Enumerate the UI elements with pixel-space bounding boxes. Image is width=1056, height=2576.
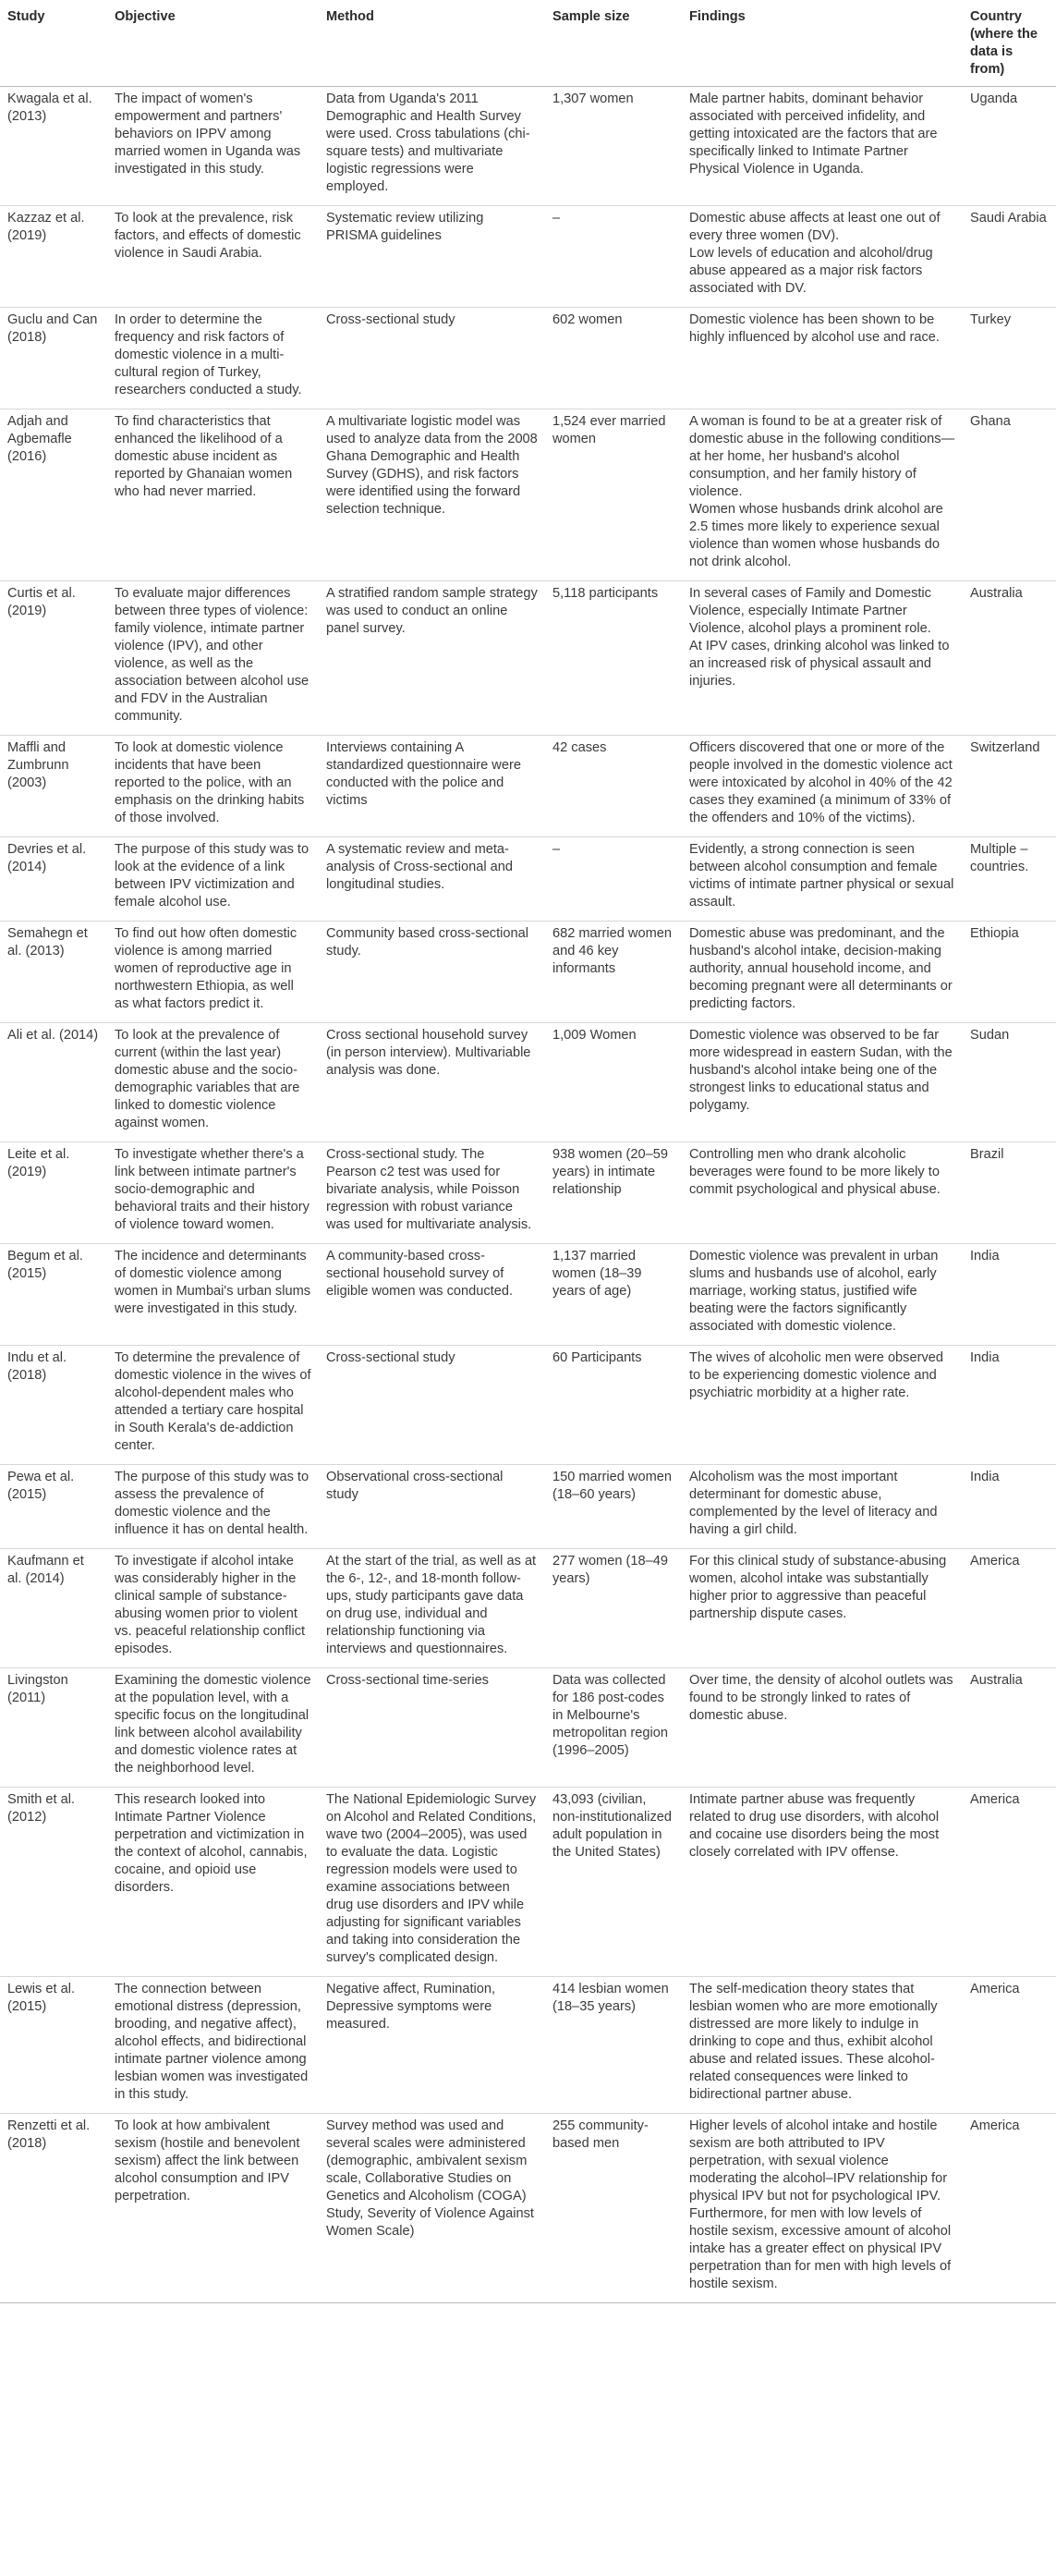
cell-method: Negative affect, Rumination, Depressive symptoms were measured. [319,1977,545,2114]
cell-objective: To find characteristics that enhanced the likelihood of a domestic abuse incident as reported by Ghanaian women who had never married. [107,409,319,581]
cell-method: A multivariate logistic model was used to analyze data from the 2008 Ghana Demographic and Health Survey (GDHS), and risk factors were identified using the forward selection technique. [319,409,545,581]
findings-paragraph: In several cases of Family and Domestic Violence, especially Intimate Partner Violence, alcohol plays a prominent role. [689,586,931,636]
cell-objective: The purpose of this study was to look at the evidence of a link between IPV victimization and female alcohol use. [107,837,319,922]
cell-method: Survey method was used and several scales were administered (demographic, ambivalent sexism scale, Collaborative Studies on Genetics and Alcoholism (COGA) Study, Severity of Violence Against Women Scale) [319,2114,545,2303]
table-row [0,1023,1056,1142]
cell-country: India [963,1244,1056,1346]
cell-findings [682,206,963,308]
cell-objective: To look at how ambivalent sexism (hostile and benevolent sexism) affect the link between alcohol consumption and IPV perpetration. [107,2114,319,2303]
cell-objective: In order to determine the frequency and risk factors of domestic violence in a multi-cultural region of Turkey, researchers conducted a study. [107,308,319,409]
table-row [0,1142,1056,1244]
cell-sample-size: 682 married women and 46 key informants [545,922,682,1023]
cell-country: Ethiopia [963,922,1056,1023]
cell-objective: The connection between emotional distress (depression, brooding, and negative affect), alcohol effects, and bidirectional intimate partner violence among lesbian women was investigated in this study. [107,1977,319,2114]
cell-country: Brazil [963,1142,1056,1244]
findings-paragraph: Low levels of education and alcohol/drug abuse appeared as a major risk factors associated with DV. [689,246,933,296]
findings-paragraph: Over time, the density of alcohol outlets was found to be strongly linked to rates of domestic abuse. [689,1673,953,1723]
cell-country: Multiple – countries. [963,837,1056,922]
cell-objective: The purpose of this study was to assess the prevalence of domestic violence and the influence it has on dental health. [107,1465,319,1549]
cell-country: America [963,1788,1056,1977]
cell-sample-size: 1,137 married women (18–39 years of age) [545,1244,682,1346]
table-row [0,308,1056,409]
cell-sample-size: 414 lesbian women (18–35 years) [545,1977,682,2114]
cell-findings [682,1549,963,1668]
cell-method: At the start of the trial, as well as at the 6-, 12-, and 18-month follow-ups, study participants gave data on drug use, individual and relationship functioning via interviews and questionnaires. [319,1549,545,1668]
findings-paragraph: Intimate partner abuse was frequently related to drug use disorders, with alcohol and cocaine use disorders being the most closely correlated with IPV offense. [689,1792,940,1860]
cell-study: Kaufmann et al. (2014) [0,1549,107,1668]
table-row [0,409,1056,581]
findings-paragraph: Domestic violence was prevalent in urban slums and husbands use of alcohol, early marriage, working status, justified wife beating were the factors significantly associated with domestic violence. [689,1249,939,1334]
cell-country: India [963,1465,1056,1549]
cell-findings [682,736,963,837]
cell-method: Observational cross-sectional study [319,1465,545,1549]
cell-method: The National Epidemiologic Survey on Alcohol and Related Conditions, wave two (2004–2005), was used to evaluate the data. Logistic regression models were used to examine associations between drug use disorders and IPV while adjusting for significant variables and taking into consideration the survey's complicated design. [319,1788,545,1977]
cell-findings [682,1023,963,1142]
cell-country: Australia [963,1668,1056,1788]
cell-sample-size: 1,009 Women [545,1023,682,1142]
cell-study: Maffli and Zumbrunn (2003) [0,736,107,837]
cell-method: Cross sectional household survey (in person interview). Multivariable analysis was done. [319,1023,545,1142]
cell-country: Ghana [963,409,1056,581]
cell-findings [682,87,963,206]
cell-sample-size: – [545,837,682,922]
findings-paragraph: Male partner habits, dominant behavior associated with perceived infidelity, and getting intoxicated are the factors that are specifically linked to Intimate Partner Physical Violence in Uganda. [689,92,938,177]
findings-paragraph: Controlling men who drank alcoholic beverages were found to be more likely to commit psychological and physical abuse. [689,1147,941,1197]
cell-sample-size: – [545,206,682,308]
cell-method: Community based cross-sectional study. [319,922,545,1023]
cell-objective: To investigate whether there's a link between intimate partner's socio-demographic and behavioral traits and their history of violence toward women. [107,1142,319,1244]
findings-paragraph: Evidently, a strong connection is seen between alcohol consumption and female victims of intimate partner physical or sexual assault. [689,842,954,910]
cell-method: Systematic review utilizing PRISMA guidelines [319,206,545,308]
cell-findings [682,837,963,922]
table-header [0,0,1056,87]
cell-sample-size: 938 women (20–59 years) in intimate relationship [545,1142,682,1244]
cell-sample-size: 60 Participants [545,1346,682,1465]
table-row [0,1346,1056,1465]
cell-findings [682,1977,963,2114]
cell-findings [682,2114,963,2303]
cell-objective: To determine the prevalence of domestic violence in the wives of alcohol-dependent males who attended a tertiary care hospital in South Kerala's de-addiction center. [107,1346,319,1465]
cell-study: Kwagala et al. (2013) [0,87,107,206]
table-row [0,837,1056,922]
cell-sample-size: 5,118 participants [545,581,682,736]
cell-country: America [963,1549,1056,1668]
findings-paragraph: Alcoholism was the most important determinant for domestic abuse, complemented by the level of literacy and having a girl child. [689,1470,938,1537]
findings-paragraph: The wives of alcoholic men were observed to be experiencing domestic violence and psychiatric morbidity at a higher rate. [689,1350,943,1400]
cell-method: Data from Uganda's 2011 Demographic and Health Survey were used. Cross tabulations (chi-square tests) and multivariate logistic regressions were employed. [319,87,545,206]
cell-study: Pewa et al. (2015) [0,1465,107,1549]
cell-objective: To look at the prevalence, risk factors, and effects of domestic violence in Saudi Arabia. [107,206,319,308]
cell-method: Cross-sectional study [319,308,545,409]
cell-findings [682,1346,963,1465]
cell-study: Adjah and Agbemafle (2016) [0,409,107,581]
cell-country: Saudi Arabia [963,206,1056,308]
cell-method: A systematic review and meta-analysis of Cross-sectional and longitudinal studies. [319,837,545,922]
header-row [0,0,1056,87]
findings-paragraph: Domestic violence has been shown to be highly influenced by alcohol use and race. [689,312,940,345]
table-body [0,87,1056,2303]
cell-findings [682,922,963,1023]
cell-objective: To investigate if alcohol intake was considerably higher in the clinical sample of substance-abusing women prior to violent vs. peaceful relationship conflict episodes. [107,1549,319,1668]
cell-sample-size: 150 married women (18–60 years) [545,1465,682,1549]
cell-country: America [963,2114,1056,2303]
cell-country: Turkey [963,308,1056,409]
cell-findings [682,1788,963,1977]
cell-study: Indu et al. (2018) [0,1346,107,1465]
findings-paragraph: Domestic abuse affects at least one out of every three women (DV). [689,211,941,243]
cell-sample-size: 43,093 (civilian, non-institutionalized adult population in the United States) [545,1788,682,1977]
cell-study: Guclu and Can (2018) [0,308,107,409]
findings-paragraph: At IPV cases, drinking alcohol was linked to an increased risk of physical assault and injuries. [689,639,950,689]
table-row [0,736,1056,837]
findings-paragraph: For this clinical study of substance-abusing women, alcohol intake was substantially higher prior to aggressive than peaceful partnership dispute cases. [689,1554,947,1621]
cell-sample-size: 42 cases [545,736,682,837]
cell-country: America [963,1977,1056,2114]
cell-study: Smith et al. (2012) [0,1788,107,1977]
findings-paragraph: Officers discovered that one or more of the people involved in the domestic violence act were intoxicated by alcohol in 40% of the 42 cases they examined (a minimum of 33% of the offenders and 10% of the victims). [689,740,953,825]
cell-country: Switzerland [963,736,1056,837]
header-study: Study [0,0,107,87]
cell-country: Sudan [963,1023,1056,1142]
header-sample-size: Sample size [545,0,682,87]
cell-sample-size: 255 community-based men [545,2114,682,2303]
cell-study: Leite et al. (2019) [0,1142,107,1244]
findings-paragraph: A woman is found to be at a greater risk of domestic abuse in the following conditions—at her home, her husband's alcohol consumption, and her family history of violence. [689,414,955,499]
cell-method: Cross-sectional study. The Pearson c2 test was used for bivariate analysis, while Poisson regression with robust variance was used for multivariate analysis. [319,1142,545,1244]
header-findings: Findings [682,0,963,87]
cell-sample-size: 602 women [545,308,682,409]
cell-method: A community-based cross-sectional household survey of eligible women was conducted. [319,1244,545,1346]
cell-sample-size: 1,524 ever married women [545,409,682,581]
cell-objective: To look at the prevalence of current (within the last year) domestic abuse and the socio-demographic variables that are linked to domestic violence against women. [107,1023,319,1142]
table-row [0,1465,1056,1549]
findings-paragraph: Women whose husbands drink alcohol are 2.5 times more likely to experience sexual violence than women whose husbands do not drink alcohol. [689,502,943,569]
cell-study: Ali et al. (2014) [0,1023,107,1142]
cell-method: A stratified random sample strategy was used to conduct an online panel survey. [319,581,545,736]
cell-study: Semahegn et al. (2013) [0,922,107,1023]
cell-study: Begum et al. (2015) [0,1244,107,1346]
cell-study: Kazzaz et al. (2019) [0,206,107,308]
findings-paragraph: Higher levels of alcohol intake and hostile sexism are both attributed to IPV perpetration, with sexual violence moderating the alcohol–IPV relationship for physical IPV but not for psychological IPV. [689,2118,948,2204]
cell-sample-size: Data was collected for 186 post-codes in Melbourne's metropolitan region (1996–2005) [545,1668,682,1788]
header-objective: Objective [107,0,319,87]
cell-findings [682,308,963,409]
cell-study: Devries et al. (2014) [0,837,107,922]
table-row [0,1244,1056,1346]
table-row [0,2114,1056,2303]
cell-country: Australia [963,581,1056,736]
cell-findings [682,1465,963,1549]
cell-sample-size: 277 women (18–49 years) [545,1549,682,1668]
findings-paragraph: Furthermore, for men with low levels of hostile sexism, excessive amount of alcohol intake has a greater effect on physical IPV perpetration than for men with high levels of hostile sexism. [689,2206,952,2291]
cell-findings [682,1244,963,1346]
cell-findings [682,1142,963,1244]
table-row [0,922,1056,1023]
cell-study: Renzetti et al. (2018) [0,2114,107,2303]
table-row [0,581,1056,736]
cell-objective: The incidence and determinants of domestic violence among women in Mumbai's urban slums were investigated in this study. [107,1244,319,1346]
cell-objective: The impact of women's empowerment and partners' behaviors on IPPV among married women in Uganda was investigated in this study. [107,87,319,206]
cell-country: Uganda [963,87,1056,206]
table-row [0,1668,1056,1788]
table-row [0,1788,1056,1977]
table-row [0,87,1056,206]
cell-objective: To evaluate major differences between three types of violence: family violence, intimate partner violence (IPV), and other violence, as well as the association between alcohol use and FDV in the Australian community. [107,581,319,736]
cell-objective: To find out how often domestic violence is among married women of reproductive age in northwestern Ethiopia, as well as what factors predict it. [107,922,319,1023]
header-country: Country (where the data is from) [963,0,1056,87]
table-row [0,1549,1056,1668]
cell-method: Cross-sectional time-series [319,1668,545,1788]
cell-findings [682,409,963,581]
table-row [0,206,1056,308]
cell-findings [682,1668,963,1788]
cell-objective: Examining the domestic violence at the population level, with a specific focus on the longitudinal link between alcohol availability and domestic violence rates at the neighborhood level. [107,1668,319,1788]
table-row [0,1977,1056,2114]
cell-sample-size: 1,307 women [545,87,682,206]
cell-objective: This research looked into Intimate Partner Violence perpetration and victimization in the context of alcohol, cannabis, cocaine, and opioid use disorders. [107,1788,319,1977]
header-method: Method [319,0,545,87]
cell-objective: To look at domestic violence incidents that have been reported to the police, with an emphasis on the drinking habits of those involved. [107,736,319,837]
cell-method: Cross-sectional study [319,1346,545,1465]
cell-study: Livingston (2011) [0,1668,107,1788]
cell-method: Interviews containing A standardized questionnaire were conducted with the police and victims [319,736,545,837]
findings-paragraph: Domestic abuse was predominant, and the husband's alcohol intake, decision-making authority, annual household income, and becoming pregnant were all determinants or predicting factors. [689,926,953,1011]
findings-paragraph: The self-medication theory states that lesbian women who are more emotionally distressed are more likely to indulge in drinking to cope and thus, exhibit alcohol abuse and related issues. These alcohol-related consequences were linked to bidirectional partner abuse. [689,1982,938,2102]
findings-paragraph: Domestic violence was observed to be far more widespread in eastern Sudan, with the husband's alcohol intake being one of the strongest links to educational status and polygamy. [689,1028,953,1113]
cell-study: Curtis et al. (2019) [0,581,107,736]
cell-study: Lewis et al. (2015) [0,1977,107,2114]
cell-country: India [963,1346,1056,1465]
cell-findings [682,581,963,736]
